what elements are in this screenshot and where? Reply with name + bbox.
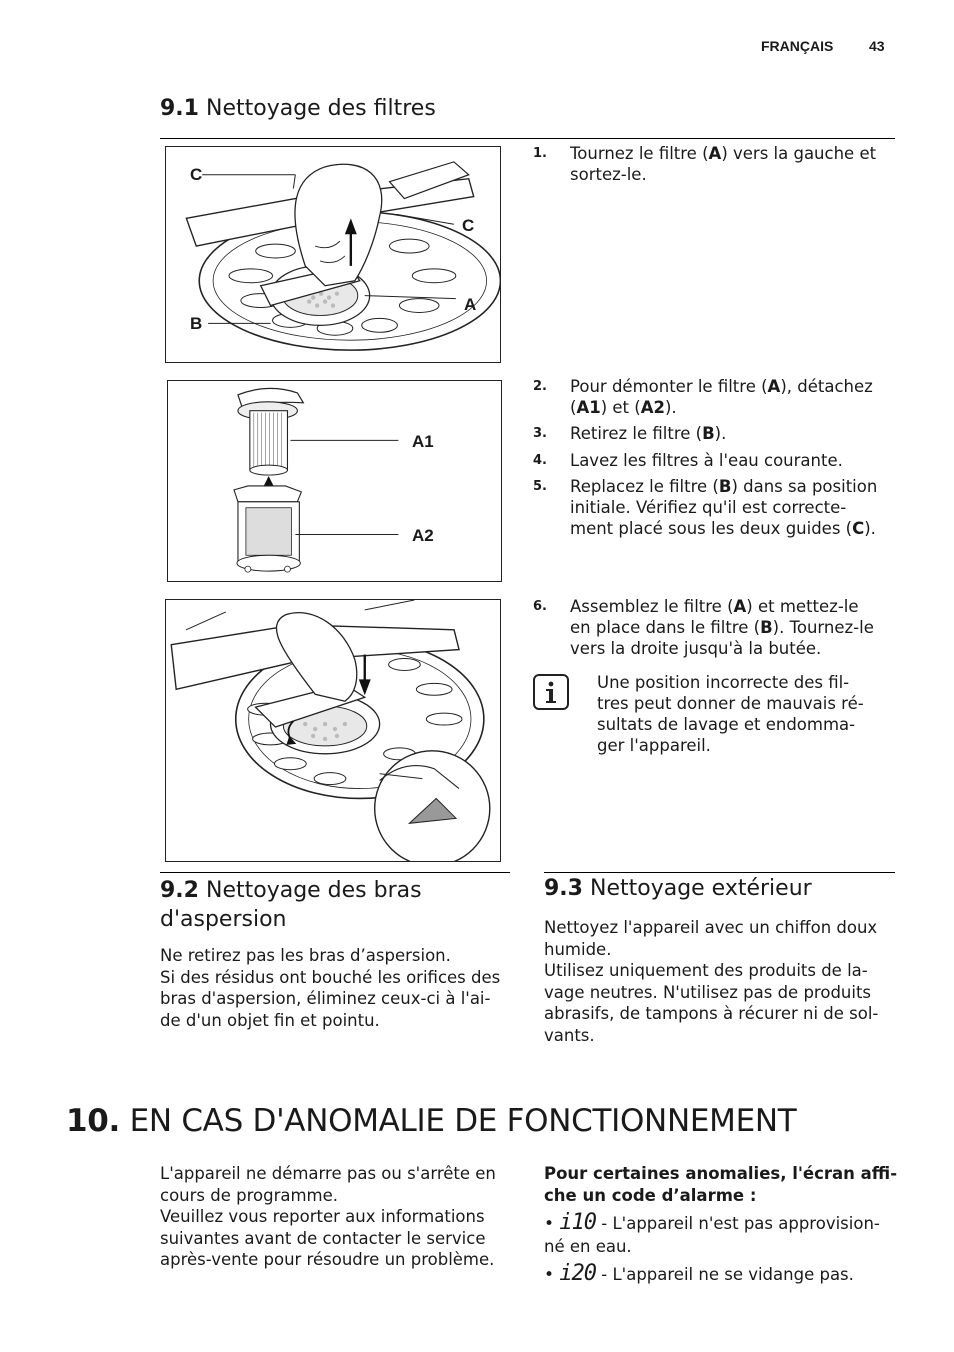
- section-9-3-heading: [544, 876, 812, 901]
- step-1: [533, 143, 893, 193]
- label-c2: C: [462, 216, 475, 235]
- alarm-code: i20: [559, 1261, 597, 1286]
- step-text: Retirez le filtre (B).: [570, 424, 727, 443]
- label-a1: A1: [412, 432, 434, 451]
- section-9-1-heading: [160, 96, 436, 121]
- section-title: Nettoyage extérieur: [589, 876, 812, 901]
- step-2: [533, 376, 893, 421]
- step-5: [533, 476, 893, 542]
- bullet: •: [544, 1265, 555, 1285]
- step-number: 3.: [533, 426, 547, 441]
- alarm-intro: Pour certaines anomalies, l'écran affi- che un code d’alarme :: [544, 1164, 898, 1205]
- alarm-text-line2: né en eau.: [544, 1236, 632, 1256]
- step-number: 2.: [533, 379, 547, 394]
- step-text: Assemblez le filtre (A) et mettez-le en place dans le filtre (B). Tournez-le vers la droite jusqu'à la butée.: [570, 597, 874, 658]
- chapter-10-heading: [66, 1103, 796, 1139]
- step-number: 5.: [533, 479, 547, 494]
- alarm-code: i10: [559, 1210, 597, 1235]
- section-title-line1: Nettoyage des bras: [205, 878, 422, 903]
- figure-reassemble-filter: [165, 599, 501, 862]
- divider: [544, 872, 895, 873]
- alarm-text-line1: - L'appareil n'est pas approvision-: [601, 1214, 880, 1233]
- step-4: [533, 450, 893, 472]
- filter-reinstall-illustration: [166, 600, 500, 861]
- filter-parts-illustration: [168, 381, 501, 581]
- header-language: FRANÇAIS: [761, 38, 834, 54]
- info-note: Une position incorrecte des fil- tres peut donner de mauvais ré- sultats de lavage et endomma- ger l'appareil.: [597, 673, 864, 755]
- step-number: 4.: [533, 453, 547, 468]
- divider: [160, 138, 895, 139]
- section-9-2-heading: [160, 876, 422, 934]
- page-number: 43: [869, 38, 885, 54]
- label-a: A: [464, 295, 477, 314]
- label-b: B: [190, 314, 203, 333]
- alarm-item-2: [544, 1263, 904, 1287]
- figure-remove-filter: [165, 146, 501, 363]
- step-text: Lavez les filtres à l'eau courante.: [570, 451, 843, 470]
- section-number: 9.1: [160, 96, 199, 121]
- label-c1: C: [190, 165, 203, 184]
- info-icon: [533, 674, 569, 710]
- step-3: [533, 423, 893, 445]
- step-number: 1.: [533, 146, 547, 161]
- section-9-2-text: Ne retirez pas les bras d’aspersion. Si des résidus ont bouché les orifices des bras d'aspersion, éliminez ceux-ci à l'ai- de d'un objet fin et pointu.: [160, 946, 501, 1030]
- step-text: Pour démonter le filtre (A), détachez (A1) et (A2).: [570, 377, 873, 417]
- step-6: [533, 596, 893, 662]
- alarm-item-1: [544, 1212, 904, 1257]
- divider: [160, 872, 510, 873]
- step-text: Tournez le filtre (A) vers la gauche et sortez-le.: [570, 144, 877, 184]
- step-text: Replacez le filtre (B) dans sa position initiale. Vérifiez qu'il est correcte- ment placé sous les deux guides (C).: [570, 477, 878, 538]
- section-9-3-text: Nettoyez l'appareil avec un chiffon doux humide. Utilisez uniquement des produits de la- vage neutres. N'utilisez pas de produits abrasifs, de tampons à récurer ni de sol- vants.: [544, 918, 879, 1045]
- label-a2: A2: [412, 526, 434, 545]
- section-number: 9.3: [544, 876, 583, 901]
- section-title-line2: d'aspersion: [160, 907, 287, 932]
- chapter-number: 10.: [66, 1103, 121, 1139]
- bullet: •: [544, 1214, 555, 1234]
- step-number: 6.: [533, 599, 547, 614]
- section-title: Nettoyage des filtres: [205, 96, 436, 121]
- figure-disassemble-filter: [167, 380, 502, 582]
- filter-removal-illustration: [166, 147, 500, 362]
- section-number: 9.2: [160, 878, 199, 903]
- alarm-text-line1: - L'appareil ne se vidange pas.: [601, 1265, 854, 1284]
- chapter-title: EN CAS D'ANOMALIE DE FONCTIONNEMENT: [129, 1103, 797, 1139]
- chapter-10-intro: L'appareil ne démarre pas ou s'arrête en cours de programme. Veuillez vous reporter aux informations suivantes avant de contacter le service après-vente pour résoudre un problème.: [160, 1164, 496, 1269]
